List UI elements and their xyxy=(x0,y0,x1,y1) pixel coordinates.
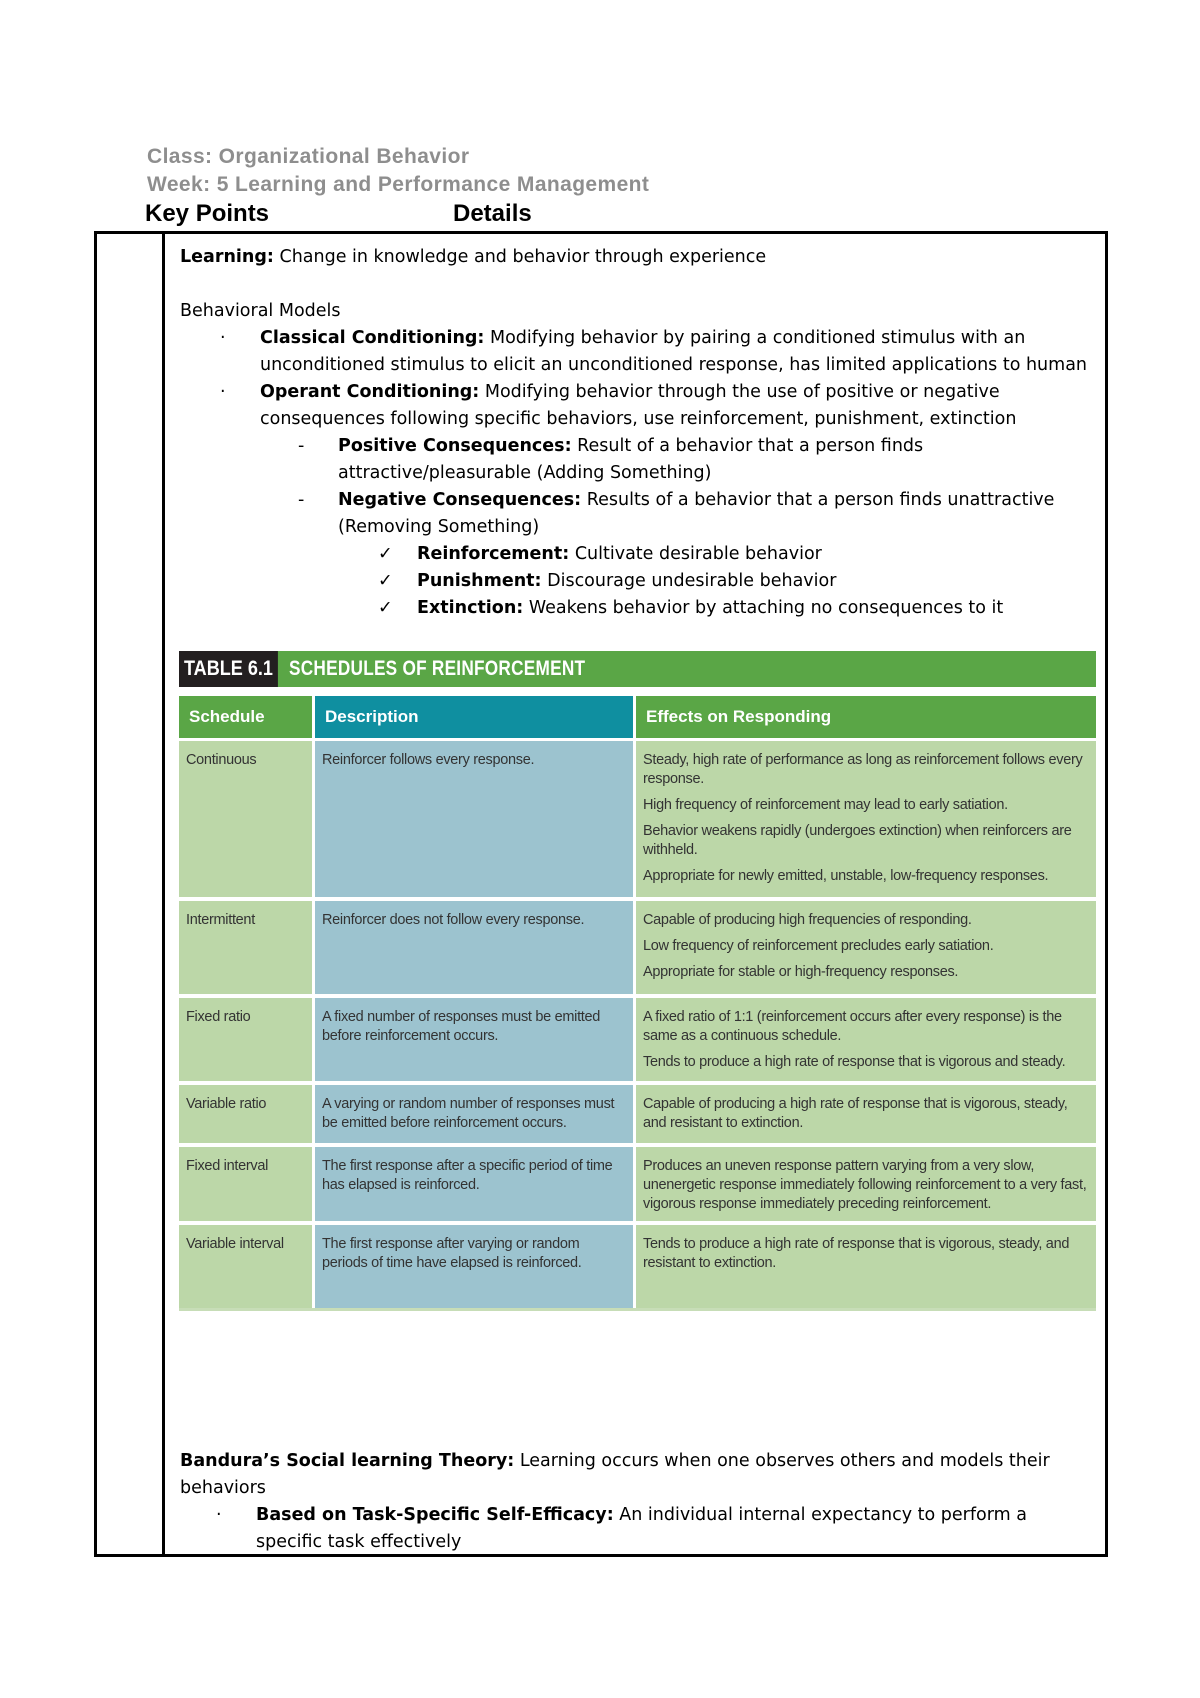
table-row xyxy=(179,998,1096,1081)
dash-icon: - xyxy=(298,490,305,510)
schedule-cell: Variable ratio xyxy=(179,1085,312,1143)
table-row xyxy=(179,741,1096,897)
checkmark-icon: ✓ xyxy=(378,544,393,564)
bandura-definition: Bandura’s Social learning Theory: Learning occurs when one observes others and models their behaviors xyxy=(180,1451,1050,1498)
effects-cell: Tends to produce a high rate of response that is vigorous, steady, and resistant to extinction. xyxy=(636,1225,1096,1308)
table-row xyxy=(179,1147,1096,1221)
behavioral-models-heading: Behavioral Models xyxy=(180,301,341,321)
dash-icon: - xyxy=(298,436,305,456)
description-cell: The first response after varying or random periods of time have elapsed is reinforced. xyxy=(315,1225,633,1308)
class-title: Class: Organizational Behavior xyxy=(147,145,470,168)
list-item: ✓ Extinction: Weakens behavior by attaching no consequences to it xyxy=(180,595,1095,622)
list-item: - Positive Consequences: Result of a behavior that a person finds attractive/pleasurable (Adding Something) xyxy=(180,433,1095,487)
details-notes xyxy=(180,244,1095,622)
week-title: Week: 5 Learning and Performance Management xyxy=(147,173,650,196)
table-row xyxy=(179,1085,1096,1143)
list-item: ✓ Punishment: Discourage undesirable behavior xyxy=(180,568,1095,595)
column-header-description: Description xyxy=(315,696,633,738)
description-cell: Reinforcer does not follow every response. xyxy=(315,901,633,994)
bullet-icon: · xyxy=(216,1505,222,1525)
table-title: SCHEDULES OF REINFORCEMENT xyxy=(289,657,586,680)
key-points-heading: Key Points xyxy=(145,200,270,227)
checkmark-icon: ✓ xyxy=(378,598,393,618)
table-bottom-rule xyxy=(179,1308,1096,1311)
schedule-cell: Intermittent xyxy=(179,901,312,994)
column-divider xyxy=(162,231,165,1557)
effects-cell: Capable of producing high frequencies of responding. Low frequency of reinforcement precludes early satiation. Appropriate for stable or high-frequency responses. xyxy=(636,901,1096,994)
effects-cell: Steady, high rate of performance as long as reinforcement follows every response. High frequency of reinforcement may lead to early satiation. Behavior weakens rapidly (undergoes extinction) when reinforcers are withheld. Appropriate for newly emitted, unstable, low-frequency responses. xyxy=(636,741,1096,897)
description-cell: The first response after a specific period of time has elapsed is reinforced. xyxy=(315,1147,633,1221)
schedule-cell: Fixed interval xyxy=(179,1147,312,1221)
table-row xyxy=(179,901,1096,994)
checkmark-icon: ✓ xyxy=(378,571,393,591)
schedule-cell: Variable interval xyxy=(179,1225,312,1308)
list-item: ✓ Reinforcement: Cultivate desirable behavior xyxy=(180,541,1095,568)
list-item: - Negative Consequences: Results of a behavior that a person finds unattractive (Removing Something) xyxy=(180,487,1095,541)
list-item: · Operant Conditioning: Modifying behavior through the use of positive or negative consequences following specific behaviors, use reinforcement, punishment, extinction xyxy=(180,379,1095,433)
description-cell: A varying or random number of responses must be emitted before reinforcement occurs. xyxy=(315,1085,633,1143)
bullet-icon: · xyxy=(220,382,226,402)
effects-cell: A fixed ratio of 1:1 (reinforcement occurs after every response) is the same as a continuous schedule. Tends to produce a high rate of response that is vigorous and steady. xyxy=(636,998,1096,1081)
column-header-schedule: Schedule xyxy=(179,696,312,738)
list-item: · Based on Task-Specific Self-Efficacy: An individual internal expectancy to perform a specific task effectively xyxy=(180,1502,1095,1556)
details-heading: Details xyxy=(453,200,532,227)
learning-definition: Learning: Change in knowledge and behavior through experience xyxy=(180,247,767,267)
column-header-effects: Effects on Responding xyxy=(636,696,1096,738)
bullet-icon: · xyxy=(220,328,226,348)
table-title-bar xyxy=(179,651,1096,687)
schedule-cell: Continuous xyxy=(179,741,312,897)
description-cell: A fixed number of responses must be emitted before reinforcement occurs. xyxy=(315,998,633,1081)
reinforcement-schedules-table xyxy=(179,651,1096,1311)
schedule-cell: Fixed ratio xyxy=(179,998,312,1081)
effects-cell: Produces an uneven response pattern varying from a very slow, unenergetic response immediately following reinforcement to a very fast, vigorous response immediately preceding reinforcement. xyxy=(636,1147,1096,1221)
list-item: · Classical Conditioning: Modifying behavior by pairing a conditioned stimulus with an unconditioned stimulus to elicit an unconditioned response, has limited applications to human xyxy=(180,325,1095,379)
table-row xyxy=(179,1225,1096,1308)
description-cell: Reinforcer follows every response. xyxy=(315,741,633,897)
table-number: TABLE 6.1 xyxy=(179,651,278,687)
bandura-notes xyxy=(180,1448,1095,1556)
effects-cell: Capable of producing a high rate of response that is vigorous, steady, and resistant to extinction. xyxy=(636,1085,1096,1143)
